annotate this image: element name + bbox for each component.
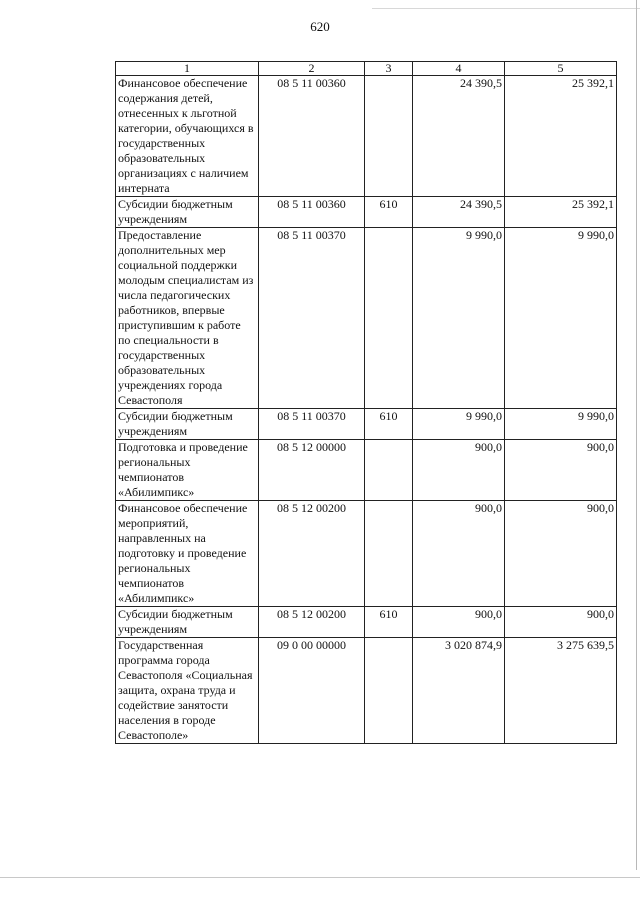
scan-edge-bottom	[0, 877, 640, 878]
table-row	[116, 440, 617, 501]
table-row	[116, 228, 617, 409]
row-name-cell: Финансовое обеспечение мероприятий, направленных на подготовку и проведение региональных чемпионатов «Абилимпикс»	[116, 501, 259, 607]
row-type-cell: 610	[365, 197, 413, 228]
row-name-cell: Подготовка и проведение региональных чемпионатов «Абилимпикс»	[116, 440, 259, 501]
table-row	[116, 638, 617, 744]
table-header-row	[116, 62, 617, 76]
table-row	[116, 501, 617, 607]
row-value-1-cell: 9 990,0	[413, 228, 505, 409]
row-value-2-cell: 9 990,0	[505, 409, 617, 440]
row-value-1-cell: 900,0	[413, 607, 505, 638]
row-value-1-cell: 9 990,0	[413, 409, 505, 440]
column-header-2: 2	[259, 62, 365, 76]
table-row	[116, 76, 617, 197]
row-value-2-cell: 25 392,1	[505, 76, 617, 197]
row-type-cell	[365, 228, 413, 409]
row-value-1-cell: 24 390,5	[413, 197, 505, 228]
row-value-2-cell: 900,0	[505, 440, 617, 501]
row-value-2-cell: 900,0	[505, 607, 617, 638]
row-code-cell: 08 5 12 00000	[259, 440, 365, 501]
row-code-cell: 08 5 12 00200	[259, 501, 365, 607]
row-name-cell: Субсидии бюджетным учреждениям	[116, 607, 259, 638]
row-type-cell: 610	[365, 607, 413, 638]
scan-edge-top	[372, 8, 640, 9]
row-value-2-cell: 25 392,1	[505, 197, 617, 228]
row-value-1-cell: 3 020 874,9	[413, 638, 505, 744]
row-code-cell: 08 5 12 00200	[259, 607, 365, 638]
row-value-1-cell: 900,0	[413, 501, 505, 607]
row-type-cell	[365, 440, 413, 501]
column-header-5: 5	[505, 62, 617, 76]
row-name-cell: Субсидии бюджетным учреждениям	[116, 197, 259, 228]
row-name-cell: Предоставление дополнительных мер социальной поддержки молодым специалистам из числа педагогических работников, впервые приступившим к работе по специальности в государственных образовательных учреждениях города Севастополя	[116, 228, 259, 409]
row-code-cell: 08 5 11 00360	[259, 76, 365, 197]
row-value-1-cell: 900,0	[413, 440, 505, 501]
table-row	[116, 607, 617, 638]
column-header-1: 1	[116, 62, 259, 76]
row-code-cell: 08 5 11 00370	[259, 228, 365, 409]
table-row	[116, 197, 617, 228]
row-name-cell: Субсидии бюджетным учреждениям	[116, 409, 259, 440]
page-number: 620	[310, 19, 330, 34]
row-code-cell: 08 5 11 00370	[259, 409, 365, 440]
row-value-1-cell: 24 390,5	[413, 76, 505, 197]
row-name-cell: Финансовое обеспечение содержания детей, отнесенных к льготной категории, обучающихся в государственных образовательных организациях с наличием интерната	[116, 76, 259, 197]
row-value-2-cell: 3 275 639,5	[505, 638, 617, 744]
row-type-cell	[365, 76, 413, 197]
row-value-2-cell: 900,0	[505, 501, 617, 607]
row-type-cell	[365, 501, 413, 607]
row-type-cell: 610	[365, 409, 413, 440]
column-header-3: 3	[365, 62, 413, 76]
table-row	[116, 409, 617, 440]
row-code-cell: 09 0 00 00000	[259, 638, 365, 744]
row-name-cell: Государственная программа города Севастополя «Социальная защита, охрана труда и содействие занятости населения в городе Севастополе»	[116, 638, 259, 744]
budget-table	[115, 61, 617, 744]
scan-edge-right	[636, 0, 637, 870]
row-code-cell: 08 5 11 00360	[259, 197, 365, 228]
column-header-4: 4	[413, 62, 505, 76]
row-type-cell	[365, 638, 413, 744]
row-value-2-cell: 9 990,0	[505, 228, 617, 409]
